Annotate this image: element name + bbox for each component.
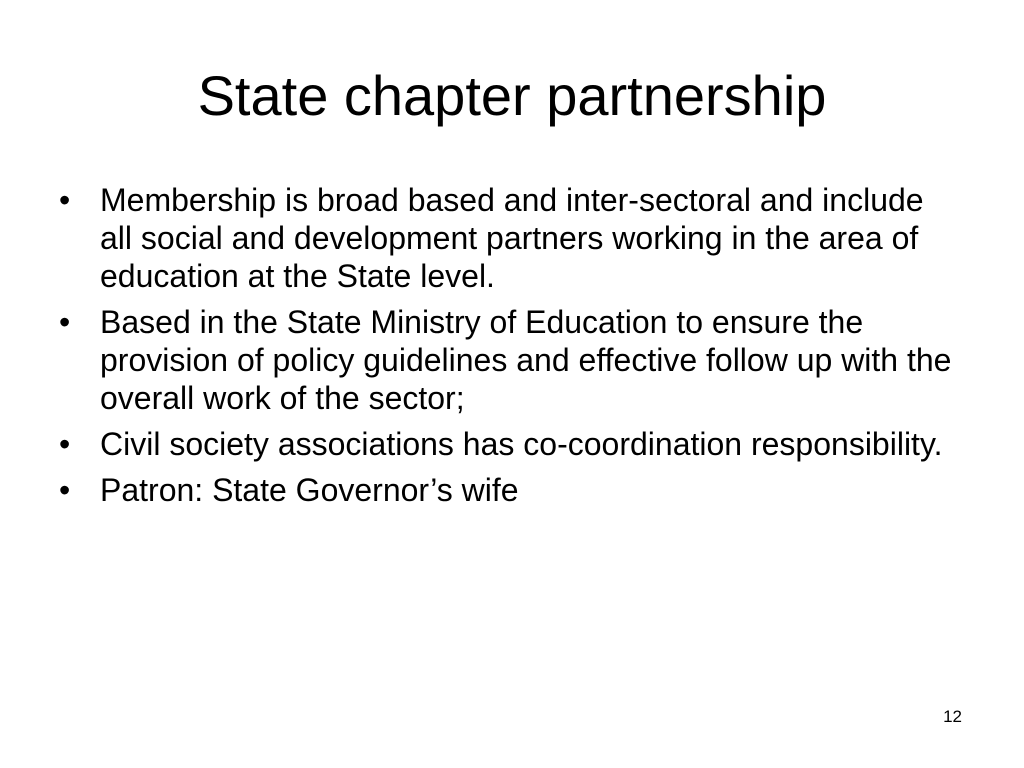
bullet-icon: • [59,472,71,508]
bullet-item-patron [56,471,956,509]
bullet-item-civil-society [56,425,956,463]
bullet-list [56,181,956,517]
bullet-icon: • [59,182,71,218]
bullet-text: Membership is broad based and inter-sectoral and include all social and development partners working in the area of education at the State level. [100,182,924,294]
bullet-icon: • [59,304,71,340]
bullet-item-membership [56,181,956,295]
bullet-text: Based in the State Ministry of Education to ensure the provision of policy guidelines and effective follow up with the overall work of the sector; [100,304,952,416]
bullet-icon: • [59,426,71,462]
bullet-text: Patron: State Governor’s wife [100,472,519,508]
page-number: 12 [943,707,962,726]
slide-title: State chapter partnership [197,64,827,127]
bullet-text: Civil society associations has co-coordination responsibility. [100,426,943,462]
bullet-item-ministry [56,303,956,417]
